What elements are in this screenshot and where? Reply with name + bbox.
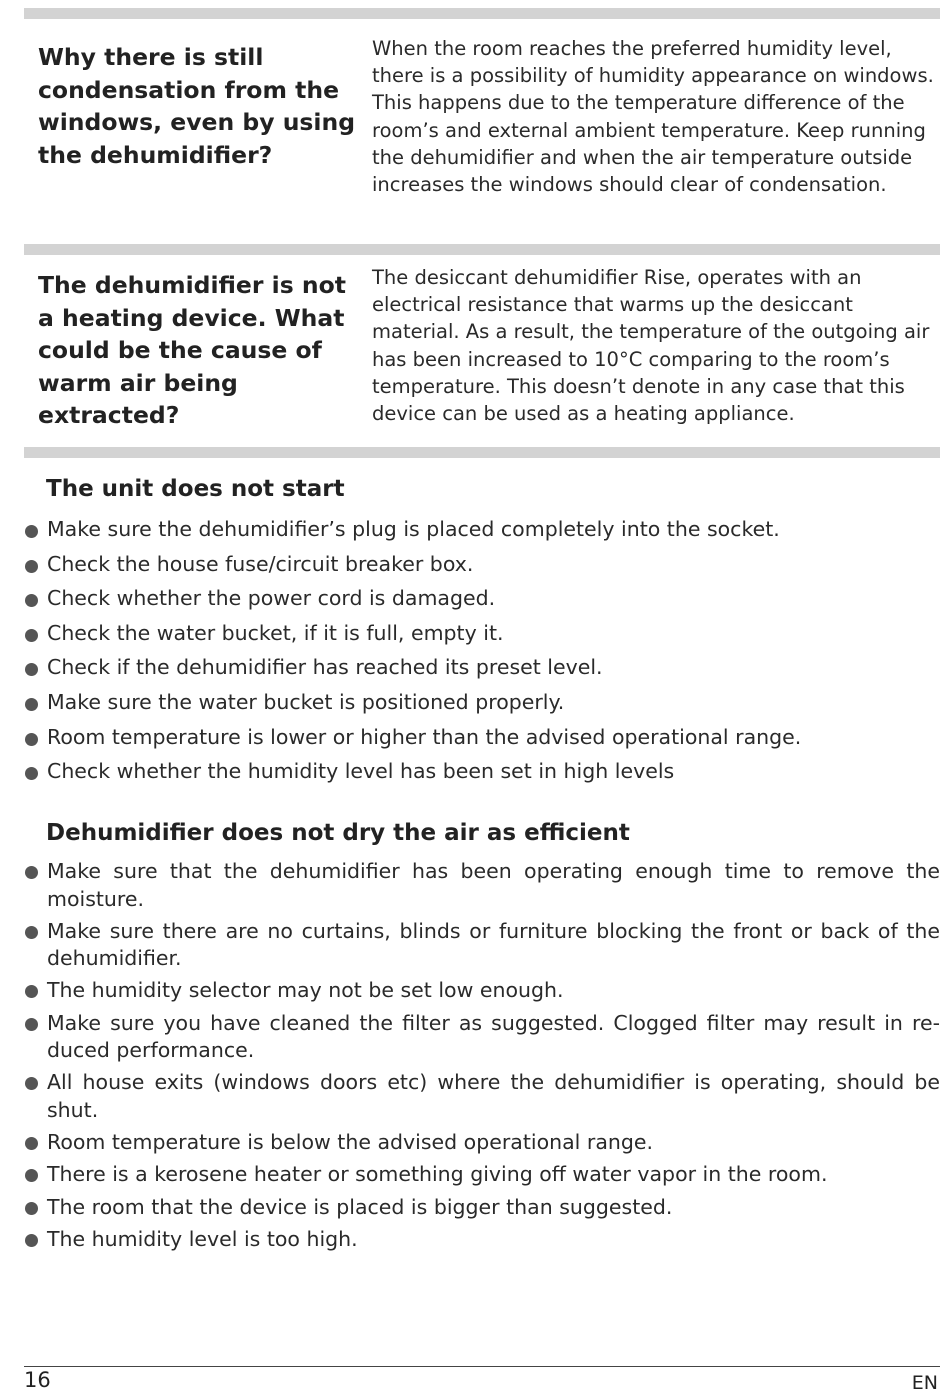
list-item: [24, 516, 940, 551]
table-divider: [24, 244, 940, 255]
list-item-text: The humidity level is too high.: [47, 1227, 358, 1251]
bullet-icon: [25, 629, 38, 642]
list-item: [24, 654, 940, 689]
list-item: [24, 1194, 940, 1227]
list-item-text: The humidity selector may not be set low enough.: [47, 978, 564, 1002]
faq-question: The dehumidifier is not a heating device. What could be the cause of warm air being extracted?: [38, 271, 346, 429]
list-item-text: All house exits (windows doors etc) where the dehumidifier is operating, should be shut.: [47, 1070, 940, 1122]
language-label: EN: [911, 1372, 938, 1394]
bullet-icon: [25, 926, 38, 939]
bullet-icon: [25, 560, 38, 573]
list-item: [24, 620, 940, 655]
faq-answer: When the room reaches the preferred humidity level, there is a possibility of humidity appearance on windows. This happens due to the temperature difference of the room’s and external ambient temperature. Keep running the dehumidifier and when the air temperature outside increases the windows should clear of condensation.: [372, 37, 934, 197]
list-item: [24, 977, 940, 1010]
bullet-icon: [25, 663, 38, 676]
bullet-icon: [25, 525, 38, 538]
bullet-list: [24, 516, 940, 793]
list-item-text: Make sure you have cleaned the filter as suggested. Clogged filter may result in reduced performance.: [47, 1010, 940, 1062]
list-item-text: Check if the dehumidifier has reached its preset level.: [47, 655, 603, 680]
list-item-text: Check the house fuse/circuit breaker box.: [47, 551, 474, 576]
list-item: [24, 1161, 940, 1194]
faq-answer: The desiccant dehumidifier Rise, operates with an electrical resistance that warms up the desiccant material. As a result, the temperature of the outgoing air has been increased to 10°C comparing to the room’s temperature. This doesn’t denote in any case that this device can be used as a heating appliance.: [372, 266, 930, 426]
section-title: The unit does not start: [46, 476, 345, 502]
list-item-text: Room temperature is lower or higher than the advised operational range.: [47, 724, 802, 749]
section-unit-does-not-start: [24, 474, 940, 793]
bullet-icon: [25, 1169, 38, 1182]
list-item: [24, 551, 940, 586]
table-divider: [24, 447, 940, 458]
list-item: [24, 1010, 940, 1070]
list-item-text: There is a kerosene heater or something giving off water vapor in the room.: [47, 1162, 828, 1186]
faq-table: [24, 8, 940, 458]
bullet-icon: [25, 866, 38, 879]
bullet-icon: [25, 1018, 38, 1031]
bullet-icon: [25, 1077, 38, 1090]
list-item: [24, 724, 940, 759]
list-item: [24, 689, 940, 724]
bullet-icon: [25, 767, 38, 780]
list-item: [24, 758, 940, 793]
table-divider: [24, 8, 940, 19]
list-item-text: Make sure that the dehumidifier has been operating enough time to remove the moisture.: [47, 859, 940, 911]
list-item-text: Check whether the humidity level has been set in high levels: [47, 759, 675, 784]
list-item-text: Room temperature is below the advised operational range.: [47, 1129, 654, 1154]
faq-row: [24, 255, 940, 447]
list-item: [24, 1069, 940, 1129]
list-item-text: Make sure the dehumidifier’s plug is placed completely into the socket.: [47, 517, 780, 541]
list-item: [24, 1129, 940, 1162]
section-not-drying-efficiently: [24, 818, 940, 1259]
bullet-icon: [25, 733, 38, 746]
list-item-text: Check the water bucket, if it is full, empty it.: [47, 620, 504, 645]
bullet-icon: [25, 1137, 38, 1150]
footer-divider: [24, 1366, 940, 1367]
list-item-text: The room that the device is placed is bigger than suggested.: [47, 1194, 673, 1219]
faq-row: [24, 19, 940, 244]
section-title: Dehumidifier does not dry the air as efficient: [46, 820, 630, 846]
bullet-icon: [25, 1202, 38, 1215]
bullet-icon: [25, 985, 38, 998]
list-item-text: Check whether the power cord is damaged.: [47, 586, 496, 611]
page-number: 16: [24, 1368, 51, 1392]
list-item: [24, 1226, 940, 1259]
bullet-icon: [25, 698, 38, 711]
list-item-text: Make sure the water bucket is positioned properly.: [47, 689, 565, 714]
list-item: [24, 918, 940, 978]
bullet-list: [24, 858, 940, 1259]
list-item-text: Make sure there are no curtains, blinds or furniture blocking the front or back of the dehumidifier.: [47, 918, 940, 970]
list-item: [24, 858, 940, 918]
bullet-icon: [25, 1234, 38, 1247]
faq-question: Why there is still condensation from the windows, even by using the dehumidifier?: [38, 43, 356, 169]
list-item: [24, 585, 940, 620]
bullet-icon: [25, 594, 38, 607]
